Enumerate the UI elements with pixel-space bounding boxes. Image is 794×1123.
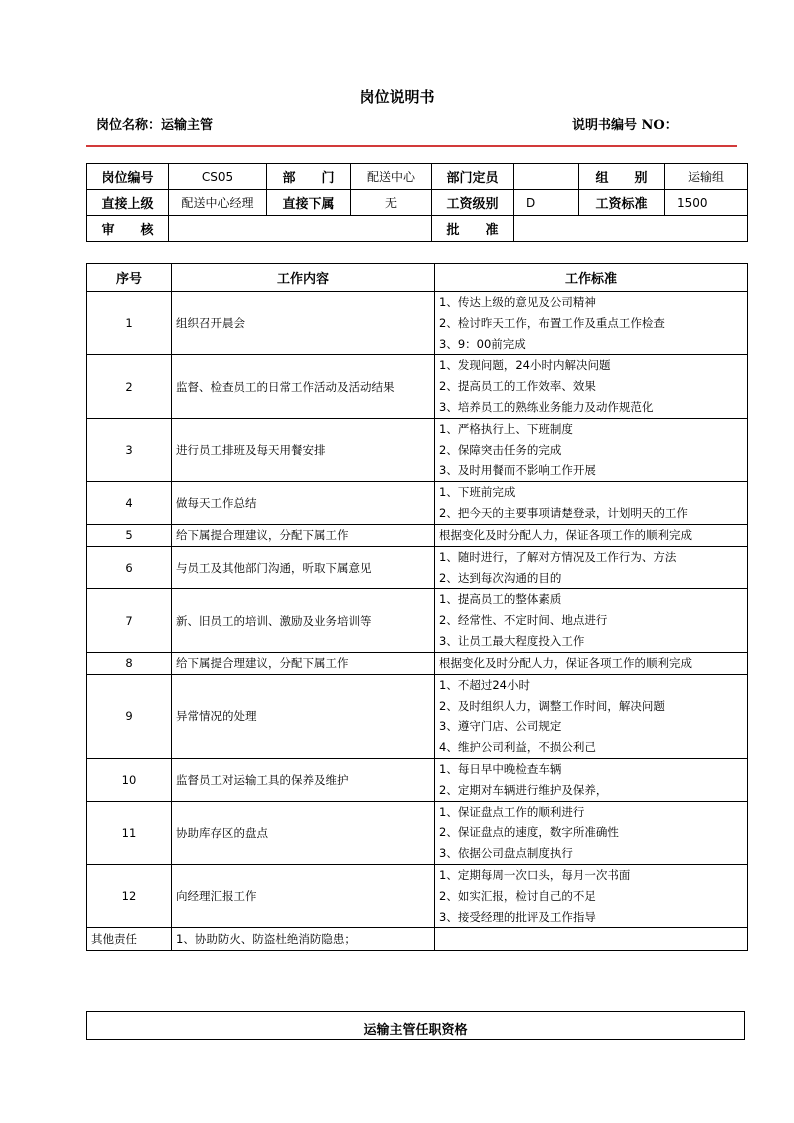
duty-content: 做每天工作总结 [172, 482, 435, 525]
duty-standard-line: 2、经常性、不定时间、地点进行 [439, 613, 608, 628]
duty-standard-line: 2、提高员工的工作效率、效果 [439, 379, 596, 394]
duty-row [87, 674, 748, 758]
group-label: 组 别 [579, 164, 665, 190]
duty-content: 监督员工对运输工具的保养及维护 [172, 758, 435, 801]
duty-content: 进行员工排班及每天用餐安排 [172, 418, 435, 481]
duty-standard-line: 3、培养员工的熟练业务能力及动作规范化 [439, 399, 654, 414]
duty-row [87, 652, 748, 674]
duty-standard-line: 2、保证盘点的速度，数字所准确性 [439, 825, 619, 840]
duty-standard [435, 355, 748, 418]
header-no: 序号 [87, 264, 172, 292]
doc-number-line [572, 114, 678, 133]
dept-value: 配送中心 [351, 164, 432, 190]
header-standard: 工作标准 [435, 264, 748, 292]
qualification-title: 运输主管任职资格 [86, 1011, 745, 1040]
staffing-label: 部门定员 [432, 164, 514, 190]
duty-standard-line: 3、让员工最大程度投入工作 [439, 633, 585, 648]
duty-no: 10 [87, 758, 172, 801]
duty-row [87, 589, 748, 652]
position-name-line [96, 114, 213, 133]
grade-label: 工资级别 [432, 190, 514, 216]
duty-no: 5 [87, 524, 172, 546]
duty-content: 与员工及其他部门沟通，听取下属意见 [172, 546, 435, 589]
duty-standard-line: 1、不超过24小时 [439, 677, 530, 692]
duty-standard-line: 2、定期对车辆进行维护及保养， [439, 782, 608, 797]
other-duties-row [87, 928, 748, 951]
duty-content: 组织召开晨会 [172, 292, 435, 355]
duty-standard-line: 2、检讨昨天工作，布置工作及重点工作检查 [439, 315, 665, 330]
duty-standard [435, 524, 748, 546]
duty-content: 监督、检查员工的日常工作活动及活动结果 [172, 355, 435, 418]
duty-standard-line: 2、保障突击任务的完成 [439, 442, 562, 457]
header-divider [86, 145, 737, 147]
duty-row [87, 546, 748, 589]
group-value: 运输组 [665, 164, 748, 190]
duty-standard-line: 1、定期每周一次口头，每月一次书面 [439, 867, 631, 882]
code-label: 岗位编号 [87, 164, 169, 190]
duty-standard [435, 758, 748, 801]
duty-standard-line: 3、9：00前完成 [439, 336, 526, 351]
duty-standard [435, 864, 748, 927]
review-label: 审 核 [87, 216, 169, 242]
other-duties-standard [435, 928, 748, 951]
duty-row [87, 524, 748, 546]
salary-label: 工资标准 [579, 190, 665, 216]
duty-no: 3 [87, 418, 172, 481]
subordinate-label: 直接下属 [267, 190, 351, 216]
staffing-value [514, 164, 579, 190]
duty-standard-line: 1、严格执行上、下班制度 [439, 421, 573, 436]
duty-standard-line: 2、把今天的主要事项请楚登录，计划明天的工作 [439, 505, 688, 520]
approve-value [514, 216, 748, 242]
document-title: 岗位说明书 [359, 88, 435, 106]
duty-standard [435, 589, 748, 652]
duty-row [87, 801, 748, 864]
duty-row [87, 482, 748, 525]
duty-standard-line: 1、保证盘点工作的顺利进行 [439, 804, 585, 819]
duty-standard-line: 3、接受经理的批评及工作指导 [439, 909, 596, 924]
duty-content: 异常情况的处理 [172, 674, 435, 758]
duty-row [87, 355, 748, 418]
duty-content: 协助库存区的盘点 [172, 801, 435, 864]
duty-standard-line: 4、维护公司利益，不损公利己 [439, 740, 596, 755]
superior-value: 配送中心经理 [169, 190, 267, 216]
duty-standard-line: 2、及时组织人力，调整工作时间，解决问题 [439, 698, 665, 713]
duty-no: 12 [87, 864, 172, 927]
duty-standard-line: 根据变化及时分配人力，保证各项工作的顺利完成 [439, 655, 692, 670]
position-name-label: 岗位名称： [96, 118, 162, 133]
duty-no: 6 [87, 546, 172, 589]
duty-standard-line: 1、传达上级的意见及公司精神 [439, 295, 596, 309]
review-value [169, 216, 432, 242]
duty-standard [435, 482, 748, 525]
doc-number-suffix: NO： [641, 118, 678, 133]
header-content: 工作内容 [172, 264, 435, 292]
other-duties-label: 其他责任 [87, 928, 172, 951]
duty-standard-line: 1、每日早中晚检查车辆 [439, 761, 562, 776]
duty-content: 给下属提合理建议，分配下属工作 [172, 524, 435, 546]
duty-row [87, 864, 748, 927]
duty-standard-line: 1、下班前完成 [439, 485, 516, 500]
duty-no: 8 [87, 652, 172, 674]
doc-number-label: 说明书编号 [572, 118, 638, 133]
duty-no: 4 [87, 482, 172, 525]
duty-standard [435, 418, 748, 481]
position-info-table [86, 163, 748, 242]
duty-standard-line: 根据变化及时分配人力，保证各项工作的顺利完成 [439, 527, 692, 542]
duty-standard-line: 3、及时用餐而不影响工作开展 [439, 463, 596, 478]
dept-label: 部 门 [267, 164, 351, 190]
duty-standard [435, 674, 748, 758]
salary-value: 1500 [665, 190, 748, 216]
duty-standard [435, 652, 748, 674]
duty-standard-line: 3、依据公司盘点制度执行 [439, 846, 573, 861]
duty-standard-line: 2、如实汇报，检讨自己的不足 [439, 888, 596, 903]
duty-no: 7 [87, 589, 172, 652]
subordinate-value: 无 [351, 190, 432, 216]
duty-no: 9 [87, 674, 172, 758]
duty-standard-line: 1、提高员工的整体素质 [439, 592, 562, 607]
code-value: CS05 [169, 164, 267, 190]
duty-row [87, 758, 748, 801]
duty-standard-line: 2、达到每次沟通的目的 [439, 570, 562, 585]
duty-row [87, 292, 748, 355]
duties-table [86, 263, 748, 951]
duty-content: 给下属提合理建议，分配下属工作 [172, 652, 435, 674]
duty-standard-line: 1、发现问题，24小时内解决问题 [439, 358, 611, 373]
other-duties-content: 1、协助防火、防盗杜绝消防隐患； [172, 928, 435, 951]
duty-standard-line: 1、随时进行，了解对方情况及工作行为、方法 [439, 549, 677, 564]
duty-no: 11 [87, 801, 172, 864]
superior-label: 直接上级 [87, 190, 169, 216]
duty-no: 1 [87, 292, 172, 355]
duty-standard-line: 3、遵守门店、公司规定 [439, 719, 562, 734]
duty-content: 新、旧员工的培训、激励及业务培训等 [172, 589, 435, 652]
approve-label: 批 准 [432, 216, 514, 242]
duty-no: 2 [87, 355, 172, 418]
duty-standard [435, 292, 748, 355]
grade-value: D [514, 190, 579, 216]
duty-row [87, 418, 748, 481]
duty-content: 向经理汇报工作 [172, 864, 435, 927]
duty-standard [435, 801, 748, 864]
duty-standard [435, 546, 748, 589]
position-name-value: 运输主管 [161, 118, 214, 133]
